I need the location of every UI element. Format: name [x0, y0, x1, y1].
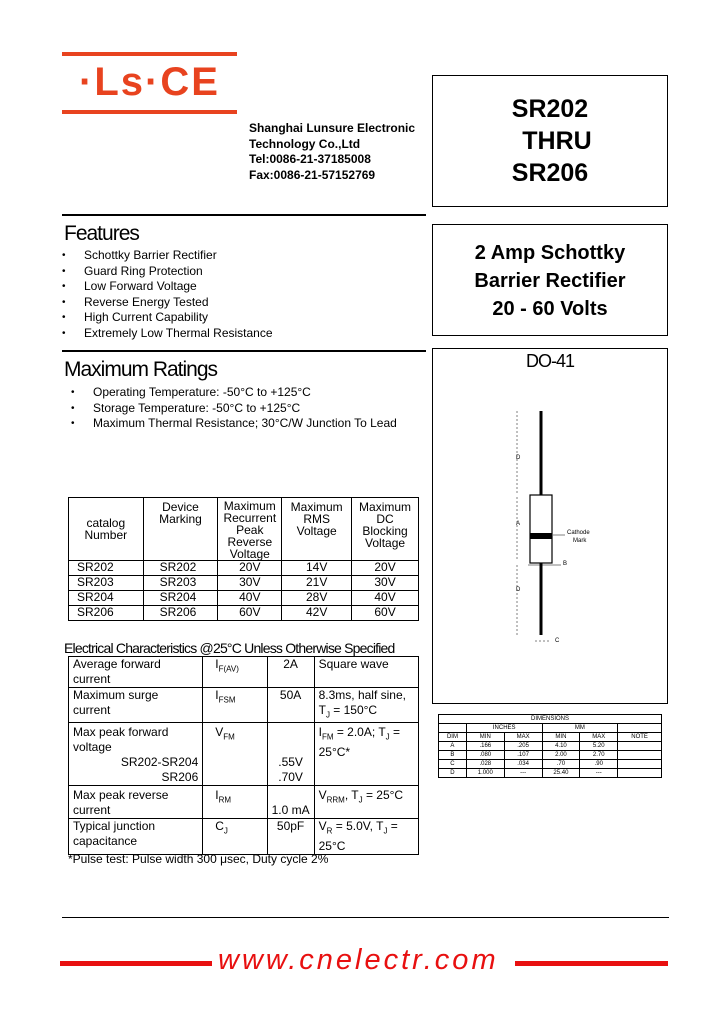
company-tel: Tel:0086-21-37185008 [249, 152, 371, 166]
min-header: MIN [466, 733, 504, 742]
max-header: MAX [504, 733, 542, 742]
cell: 60V [352, 606, 419, 621]
list-item: • Storage Temperature: -50°C to +125°C [71, 401, 397, 417]
cathode-band [530, 533, 552, 539]
electrical-heading: Electrical Characteristics @25°C Unless Otherwise Specified [64, 640, 395, 656]
dim-label-c: C [555, 638, 560, 644]
list-item: • Guard Ring Protection [62, 264, 273, 280]
electrical-table [68, 656, 419, 855]
features-heading: Features [64, 222, 139, 245]
logo-text: ·Ls·CE [79, 60, 220, 104]
inches-header: INCHES [466, 724, 542, 733]
param-cell: Typical junction capacitance [69, 819, 203, 854]
header-peak-reverse-voltage: Maximum Recurrent Peak Reverse Voltage [218, 498, 282, 561]
package-box [432, 348, 668, 704]
param-cell: Max peak forward voltage SR202-SR204 SR206 [69, 723, 203, 786]
cell: 20V [352, 561, 419, 576]
website-banner [0, 944, 720, 980]
company-logo [62, 52, 237, 114]
cell: 14V [282, 561, 352, 576]
cell: SR206 [143, 606, 218, 621]
description-box [432, 224, 668, 336]
table-row: C .028 .034 .70 .90 [439, 760, 662, 769]
value-cell: 50pF [267, 819, 314, 854]
cell: SR204 [143, 591, 218, 606]
ratings-table [68, 497, 419, 621]
symbol-cell: $I_{RM}$ [203, 786, 267, 819]
desc-line2: Barrier Rectifier [474, 270, 626, 292]
title-line3: SR206 [511, 159, 589, 187]
diode-drawing [433, 349, 667, 703]
dim-label-d-bottom: D [516, 587, 521, 593]
list-item: • Maximum Thermal Resistance; 30°C/W Junction To Lead [71, 416, 397, 432]
table-row [69, 786, 419, 819]
header-dc-blocking-voltage: Maximum DC Blocking Voltage [352, 498, 419, 561]
header-device-marking: Device Marking [143, 498, 218, 561]
cell: SR204 [69, 591, 144, 606]
company-name-line1: Shanghai Lunsure Electronic [249, 121, 416, 135]
condition-cell: $V_R = 5.0V$, $T_J$ = 25°C [314, 819, 418, 854]
table-row: B .080 .107 2.00 2.70 [439, 751, 662, 760]
banner-bar-right [515, 961, 668, 966]
website-link[interactable]: www.cnelectr.com [218, 944, 499, 976]
divider [62, 214, 426, 216]
min-header: MIN [542, 733, 580, 742]
max-ratings-heading: Maximum Ratings [64, 358, 218, 381]
part-number-box [432, 75, 668, 207]
max-header: MAX [580, 733, 618, 742]
cell: 40V [352, 591, 419, 606]
dim-label-a: A [516, 521, 521, 527]
cell: 60V [218, 606, 282, 621]
table-row [69, 606, 419, 621]
dimensions-table [438, 714, 662, 778]
param-cell: Maximum surge current [69, 688, 203, 723]
divider [62, 350, 426, 352]
dim-header: DIM [439, 733, 467, 742]
symbol-cell: $V_{FM}$ [203, 723, 267, 786]
value-cell: .55V .70V [267, 723, 314, 786]
cell: 30V [218, 576, 282, 591]
table-row: A .166 .205 4.10 5.20 [439, 742, 662, 751]
symbol-cell: $C_J$ [203, 819, 267, 854]
table-row [69, 723, 419, 786]
list-item: • Low Forward Voltage [62, 279, 273, 295]
cell: SR202 [69, 561, 144, 576]
company-fax: Fax:0086-21-57152769 [249, 167, 376, 182]
condition-cell: Square wave [314, 657, 418, 688]
list-item: • Operating Temperature: -50°C to +125°C [71, 385, 397, 401]
header-rms-voltage: Maximum RMS Voltage [282, 498, 352, 561]
value-cell: 2A [267, 657, 314, 688]
max-ratings-list [71, 385, 397, 432]
list-item: • Extremely Low Thermal Resistance [62, 326, 273, 342]
dim-label-b: B [563, 561, 568, 567]
cell: SR202 [143, 561, 218, 576]
cell: 30V [352, 576, 419, 591]
symbol-cell: $I_{F(AV)}$ [203, 657, 267, 688]
dim-label-d-top: D [516, 455, 521, 461]
table-row [69, 657, 419, 688]
desc-line1: 2 Amp Schottky [474, 242, 626, 264]
company-name-line2: Technology Co.,Ltd [249, 136, 361, 151]
cell: 20V [218, 561, 282, 576]
cell: SR206 [69, 606, 144, 621]
cell: 28V [282, 591, 352, 606]
condition-cell: $I_{FM} = 2.0A$; $T_J$ = 25°C* [314, 723, 418, 786]
desc-line3: 20 - 60 Volts [492, 298, 608, 320]
symbol-cell: $I_{FSM}$ [203, 688, 267, 723]
param-cell: Average forward current [69, 657, 203, 688]
value-cell: 50A [267, 688, 314, 723]
cell: 40V [218, 591, 282, 606]
cell: SR203 [69, 576, 144, 591]
cathode-mark-label: Cathode Mark [567, 530, 590, 544]
footer-divider [62, 917, 669, 918]
table-row [69, 819, 419, 854]
diode-body [530, 495, 552, 563]
dimensions-title: DIMENSIONS [439, 715, 662, 724]
table-row [69, 591, 419, 606]
title-line1: SR202 [511, 95, 589, 123]
cell: 21V [282, 576, 352, 591]
mm-header: MM [542, 724, 618, 733]
header-catalog-number: catalog Number [69, 498, 144, 561]
list-item: • Schottky Barrier Rectifier [62, 248, 273, 264]
company-info [249, 121, 415, 183]
table-row [69, 561, 419, 576]
table-row: D 1.000 --- 25.40 --- [439, 769, 662, 778]
param-cell: Max peak reverse current [69, 786, 203, 819]
value-cell: 1.0 mA [267, 786, 314, 819]
features-list [62, 248, 273, 342]
package-name: DO-41 [525, 351, 574, 371]
footnote: *Pulse test: Pulse width 300 μsec, Duty cycle 2% [68, 852, 329, 866]
note-header: NOTE [618, 733, 662, 742]
condition-cell: $V_{RRM}$, $T_J = 25^\circ C$ [314, 786, 418, 819]
cell: SR203 [143, 576, 218, 591]
banner-bar-left [60, 961, 212, 966]
list-item: • Reverse Energy Tested [62, 295, 273, 311]
table-row [69, 576, 419, 591]
list-item: • High Current Capability [62, 310, 273, 326]
title-line2: THRU [522, 127, 592, 155]
table-row [69, 688, 419, 723]
table-header-row [69, 498, 419, 561]
condition-cell: 8.3ms, half sine, $T_J = 150^\circ C$ [314, 688, 418, 723]
cell: 42V [282, 606, 352, 621]
